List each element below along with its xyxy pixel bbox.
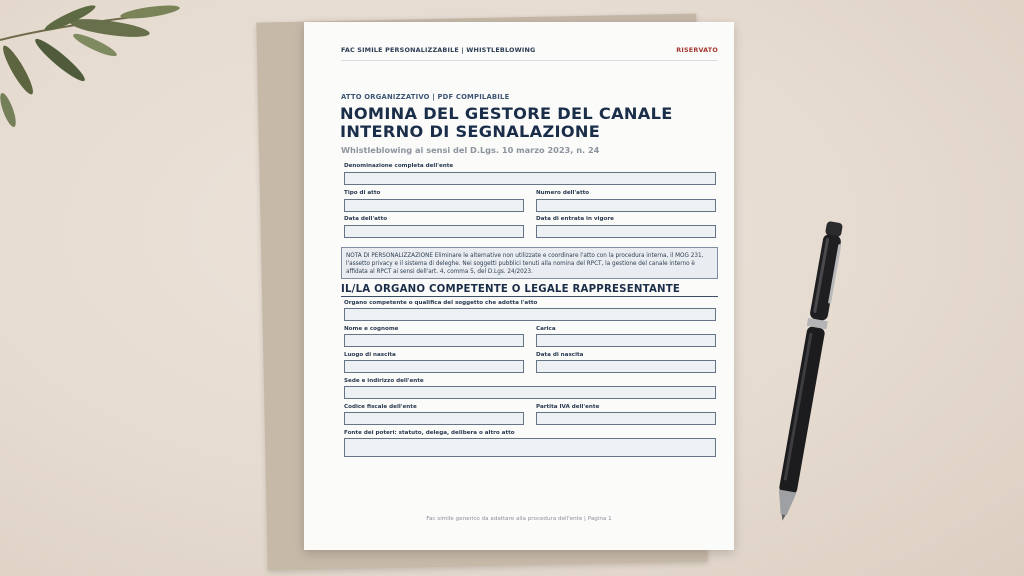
organo-field[interactable] [344, 308, 716, 321]
partita-iva-field[interactable] [536, 412, 716, 425]
codice-fiscale-field[interactable] [344, 412, 524, 425]
customization-note [341, 247, 718, 279]
fonte-poteri-label: Fonte dei poteri: statuto, delega, delibera o altro atto [344, 430, 515, 436]
nome-label: Nome e cognome [344, 326, 399, 332]
document-kicker: ATTO ORGANIZZATIVO | PDF COMPILABILE [341, 93, 510, 101]
tipo-atto-field[interactable] [344, 199, 524, 212]
numero-atto-label: Numero dell'atto [536, 190, 590, 196]
data-nascita-label: Data di nascita [536, 352, 584, 358]
data-vigore-label: Data di entrata in vigore [536, 216, 614, 222]
document-footer: Fac simile generico da adattare alla procedura dell'ente | Pagina 1 [426, 516, 612, 522]
confidential-label: RISERVATO [676, 46, 718, 54]
nome-field[interactable] [344, 334, 524, 347]
luogo-nascita-field[interactable] [344, 360, 524, 373]
sede-label: Sede e indirizzo dell'ente [344, 378, 424, 384]
data-vigore-field[interactable] [536, 225, 716, 238]
data-nascita-field[interactable] [536, 360, 716, 373]
note-label: NOTA DI PERSONALIZZAZIONE [346, 253, 433, 259]
document-title: NOMINA DEL GESTORE DEL CANALE INTERNO DI SEGNALAZIONE [340, 104, 673, 141]
note-text: Eliminare le alternative non utilizzate e coordinare l'atto con la procedura interna, il MOG 231, l'assetto privacy e il sistema di deleghe. Nei soggetti pubblici tenuti alla nomina del RPCT, la gestione del canale interno è affidata al RPCT ai sensi dell'art. 4, comma 5, del D.Lgs. 24/2023. [346, 253, 704, 275]
numero-atto-field[interactable] [536, 199, 716, 212]
carica-field[interactable] [536, 334, 716, 347]
organo-label: Organo competente o qualifica del soggetto che adotta l'atto [344, 300, 538, 306]
ente-field[interactable] [344, 172, 716, 185]
fonte-poteri-field[interactable] [344, 438, 716, 457]
carica-label: Carica [536, 326, 556, 332]
section-title: IL/LA ORGANO COMPETENTE O LEGALE RAPPRESENTANTE [341, 284, 718, 297]
ente-label: Denominazione completa dell'ente [344, 163, 454, 169]
document-sheet [304, 22, 734, 550]
luogo-nascita-label: Luogo di nascita [344, 352, 396, 358]
olive-branch-icon [0, 0, 200, 140]
document-header [341, 46, 718, 61]
partita-iva-label: Partita IVA dell'ente [536, 404, 600, 410]
tipo-atto-label: Tipo di atto [344, 190, 381, 196]
data-atto-field[interactable] [344, 225, 524, 238]
document-subtitle: Whistleblowing ai sensi del D.Lgs. 10 marzo 2023, n. 24 [341, 145, 600, 155]
header-left-text: FAC SIMILE PERSONALIZZABILE | WHISTLEBLOWING [341, 46, 536, 54]
codice-fiscale-label: Codice fiscale dell'ente [344, 404, 417, 410]
data-atto-label: Data dell'atto [344, 216, 388, 222]
pen-icon [770, 215, 850, 525]
sede-field[interactable] [344, 386, 716, 399]
